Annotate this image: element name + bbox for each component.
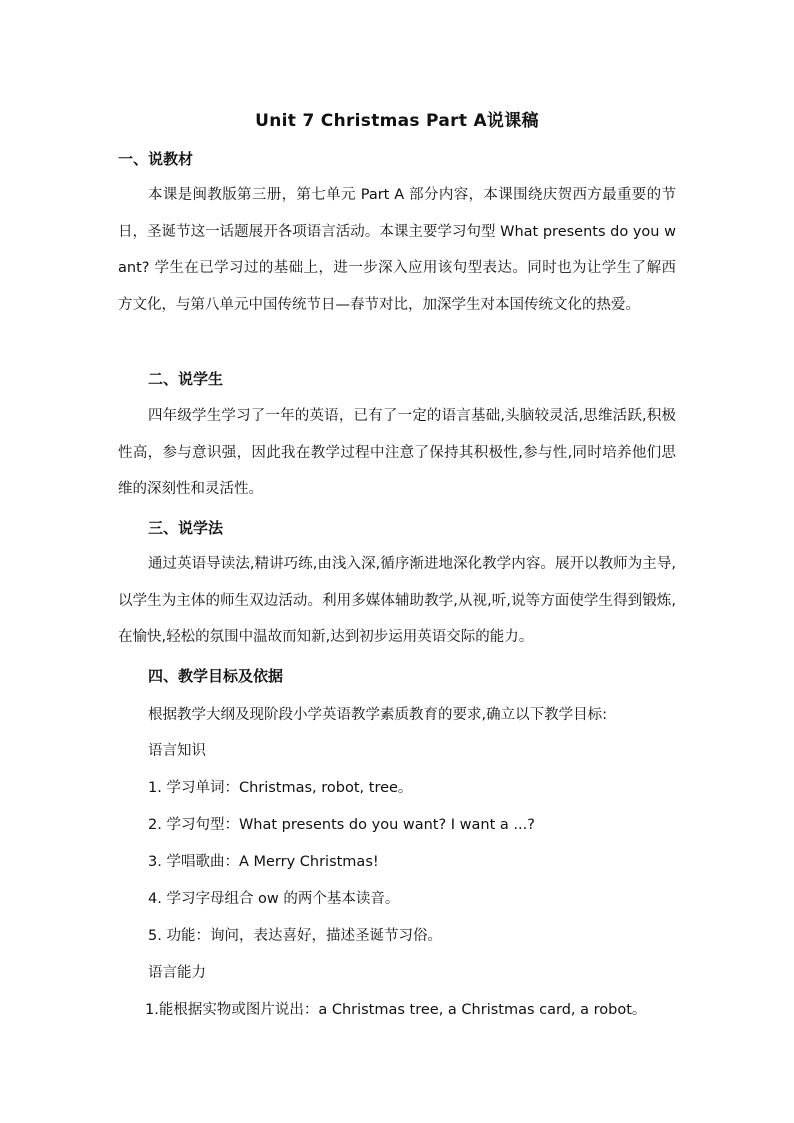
document-title: Unit 7 Christmas Part A说课稿	[255, 111, 539, 131]
objective-item: 4. 学习字母组合 ow 的两个基本读音。	[148, 891, 400, 907]
ability-item: 1.能根据实物或图片说出：a Christmas tree, a Christmas card, a robot。	[145, 1002, 647, 1018]
section-paragraph-students: 四年级学生学习了一年的英语，已有了一定的语言基础,头脑较灵活,思维活跃,积极性高，参与意识强，因此我在教学过程中注意了保持其积极性,参与性,同时培养他们思维的深刻性和灵活性。	[118, 408, 676, 498]
objectives-intro: 根据教学大纲及现阶段小学英语教学素质教育的要求,确立以下教学目标:	[148, 707, 607, 723]
objective-item: 2. 学习句型：What presents do you want? I want a ...?	[148, 817, 535, 833]
objective-item: 5. 功能：询问，表达喜好，描述圣诞节习俗。	[148, 928, 442, 944]
section-paragraph-learning-method: 通过英语导读法,精讲巧练,由浅入深,循序渐进地深化教学内容。展开以教师为主导,以学生为主体的师生双边活动。利用多媒体辅助教学,从视,听,说等方面使学生得到锻炼,在愉快,轻松的氛围中温故而知新,达到初步运用英语交际的能力。	[118, 556, 676, 646]
subheading-language-knowledge: 语言知识	[148, 743, 206, 759]
section-paragraph-textbook: 本课是闽教版第三册，第七单元 Part A 部分内容，本课围绕庆贺西方最重要的节日，圣诞节这一话题展开各项语言活动。本课主要学习句型 What presents do you want? 学生在已学习过的基础上，进一步深入应用该句型表达。同时也为让学生了解西方文化，与第八单元中国传统节日—春节对比，加深学生对本国传统文化的热爱。	[118, 187, 676, 313]
section-heading-learning-method: 三、说学法	[148, 519, 224, 537]
objective-item: 1. 学习单词：Christmas, robot, tree。	[148, 780, 413, 796]
section-heading-textbook: 一、说教材	[118, 150, 194, 168]
section-heading-students: 二、说学生	[148, 370, 224, 388]
subheading-language-ability: 语言能力	[148, 965, 206, 981]
section-heading-objectives: 四、教学目标及依据	[148, 667, 284, 685]
objective-item: 3. 学唱歌曲：A Merry Christmas!	[148, 854, 379, 870]
